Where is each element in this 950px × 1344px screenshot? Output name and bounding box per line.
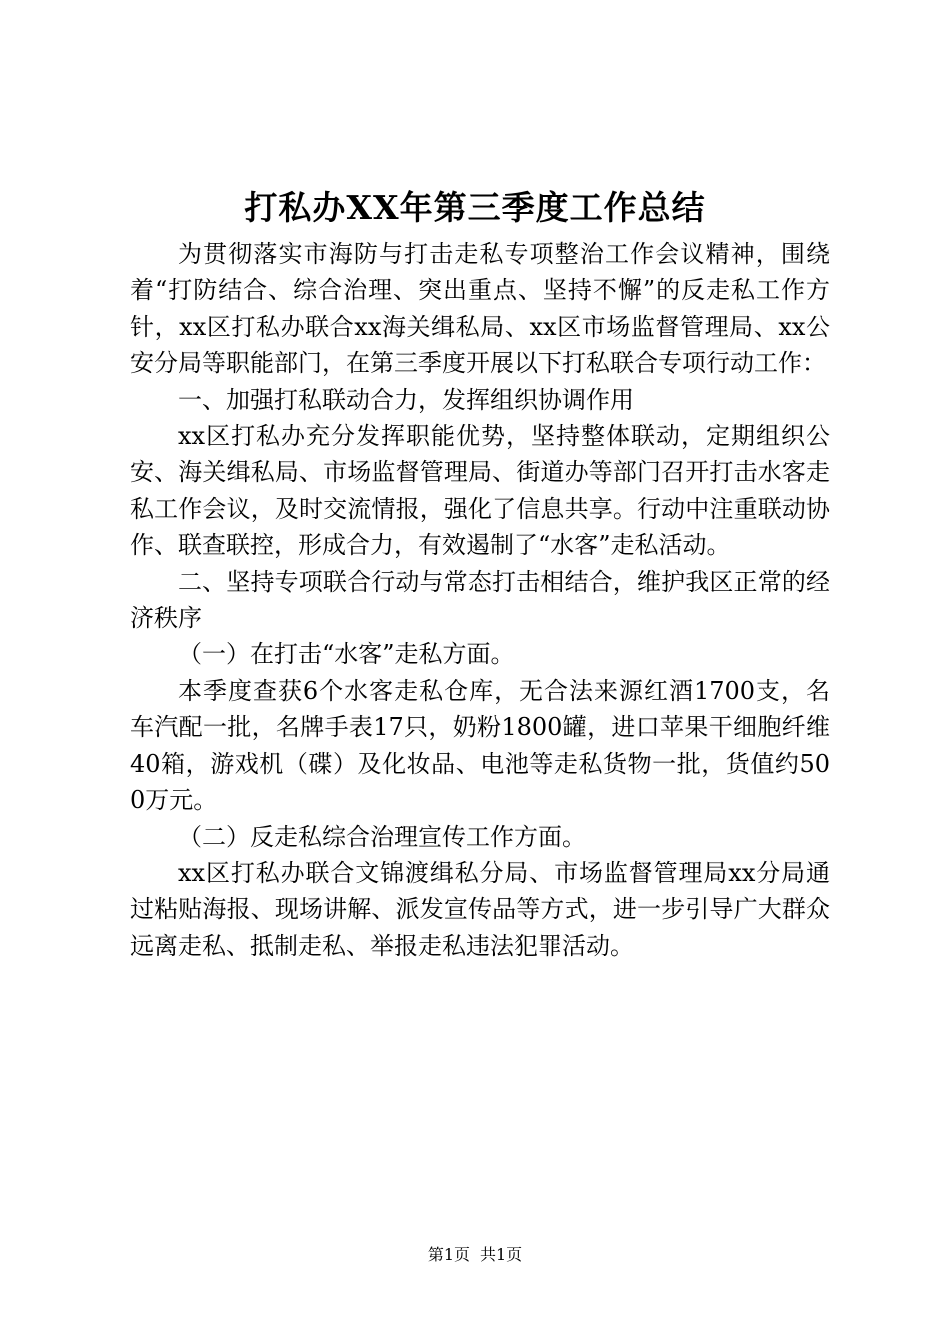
page-footer (0, 1244, 950, 1266)
subsection-heading-2: （二）反走私综合治理宣传工作方面。 (178, 822, 586, 851)
section-heading-1: 一、加强打私联动合力，发挥组织协调作用 (178, 385, 634, 414)
page-number: 第1页 (427, 1245, 470, 1264)
subsection-heading-1: （一）在打击“水客”走私方面。 (178, 640, 515, 669)
section-heading-2: 二、坚持专项联合行动与常态打击相结合，维护我区正常的经济秩序 (130, 567, 830, 633)
document-body (130, 236, 830, 964)
document-title: 打私办XX年第三季度工作总结 (244, 188, 706, 227)
intro-paragraph: 为贯彻落实市海防与打击走私专项整治工作会议精神，围绕着“打防结合、综合治理、突出重点、坚持不懈”的反走私工作方针，xx区打私办联合xx海关缉私局、xx区市场监督管理局、xx公安分局等职能部门，在第三季度开展以下打私联合专项行动工作： (130, 240, 830, 378)
subsection-1-paragraph: 本季度查获6个水客走私仓库，无合法来源红酒1700支，名车汽配一批，名牌手表17只，奶粉1800罐，进口苹果干细胞纤维40箱，游戏机（碟）及化妆品、电池等走私货物一批，货值约500万元。 (130, 676, 830, 815)
section-1-paragraph: xx区打私办充分发挥职能优势，坚持整体联动，定期组织公安、海关缉私局、市场监督管理局、街道办等部门召开打击水客走私工作会议，及时交流情报，强化了信息共享。行动中注重联动协作、联查联控，形成合力，有效遏制了“水客”走私活动。 (130, 422, 830, 560)
subsection-2-paragraph: xx区打私办联合文锦渡缉私分局、市场监督管理局xx分局通过粘贴海报、现场讲解、派发宣传品等方式，进一步引导广大群众远离走私、抵制走私、举报走私违法犯罪活动。 (130, 858, 830, 960)
page-total: 共1页 (480, 1245, 523, 1264)
